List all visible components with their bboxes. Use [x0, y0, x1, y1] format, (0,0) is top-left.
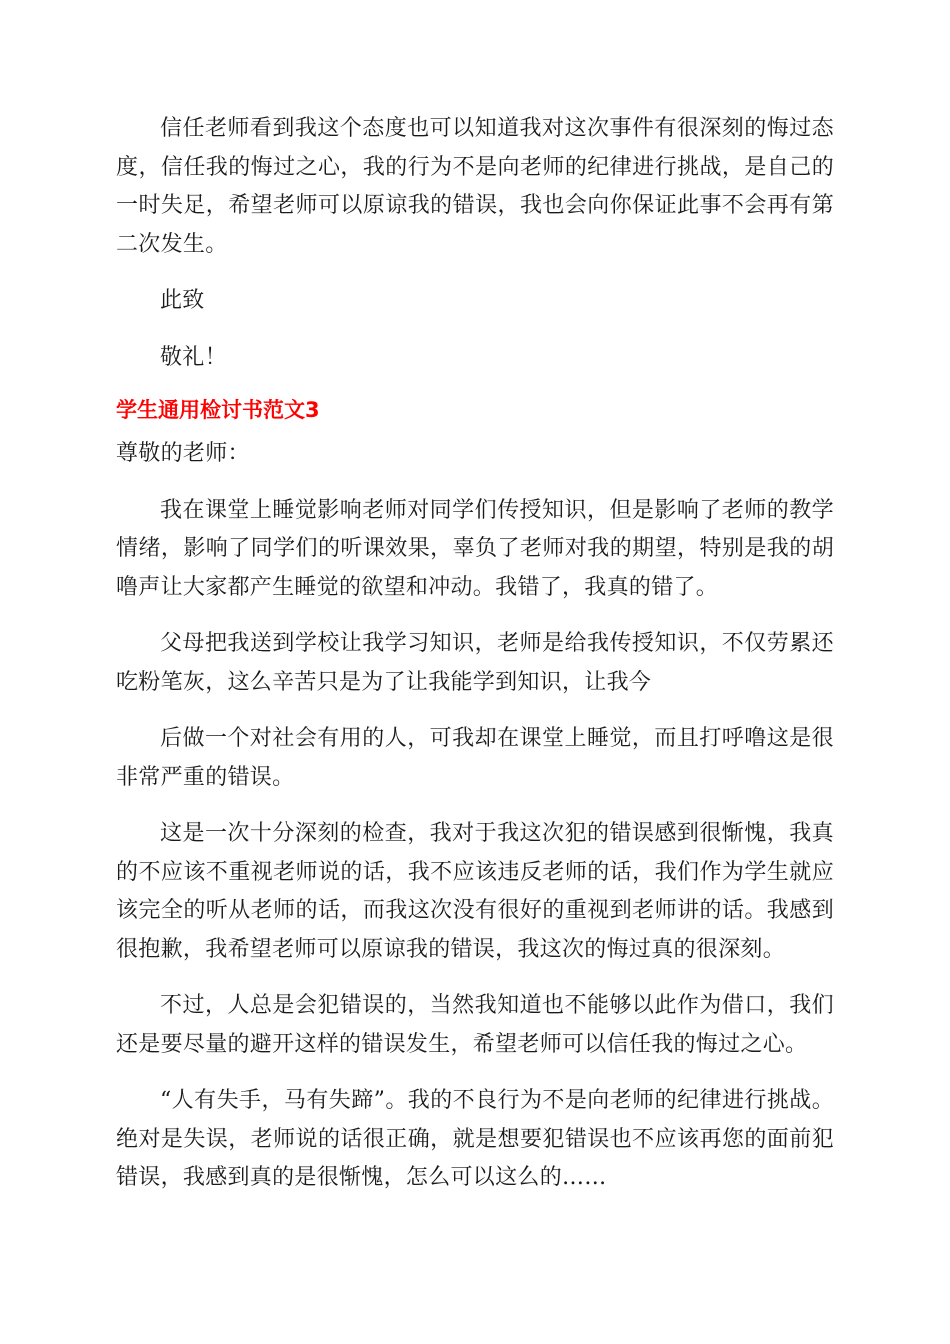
salutation: 尊敬的老师：: [116, 441, 250, 466]
closing-line: 此致: [160, 288, 205, 313]
paragraph: 不过，人总是会犯错误的，当然我知道也不能够以此作为借口，我们还是要尽量的避开这样的错误发生，希望老师可以信任我的悔过之心。: [116, 993, 834, 1057]
document-page: [116, 110, 834, 1216]
section-heading: 学生通用检讨书范文3: [116, 398, 320, 422]
paragraph: 这是一次十分深刻的检查，我对于我这次犯的错误感到很惭愧，我真的不应该不重视老师说的话，我不应该违反老师的话，我们作为学生就应该完全的听从老师的话，而我这次没有很好的重视到老师讲的话。我感到很抱歉，我希望老师可以原谅我的错误，我这次的悔过真的很深刻。: [116, 821, 834, 962]
closing-salute: 敬礼！: [160, 344, 227, 370]
paragraph: 我在课堂上睡觉影响老师对同学们传授知识，但是影响了老师的教学情绪，影响了同学们的听课效果，辜负了老师对我的期望，特别是我的胡噜声让大家都产生睡觉的欲望和冲动。我错了，我真的错了。: [116, 497, 834, 600]
paragraph: 父母把我送到学校让我学习知识，老师是给我传授知识，不仅劳累还吃粉笔灰，这么辛苦只是为了让我能学到知识，让我今: [116, 631, 834, 695]
paragraph: “人有失手，马有失蹄”。我的不良行为不是向老师的纪律进行挑战。绝对是失误，老师说的话很正确，就是想要犯错误也不应该再您的面前犯错误，我感到真的是很惭愧，怎么可以这么的……: [116, 1088, 834, 1190]
paragraph: 信任老师看到我这个态度也可以知道我对这次事件有很深刻的悔过态度，信任我的悔过之心，我的行为不是向老师的纪律进行挑战，是自己的一时失足，希望老师可以原谅我的错误，我也会向你保证此事不会再有第二次发生。: [116, 116, 834, 257]
paragraph: 后做一个对社会有用的人，可我却在课堂上睡觉，而且打呼噜这是很非常严重的错误。: [116, 726, 834, 790]
